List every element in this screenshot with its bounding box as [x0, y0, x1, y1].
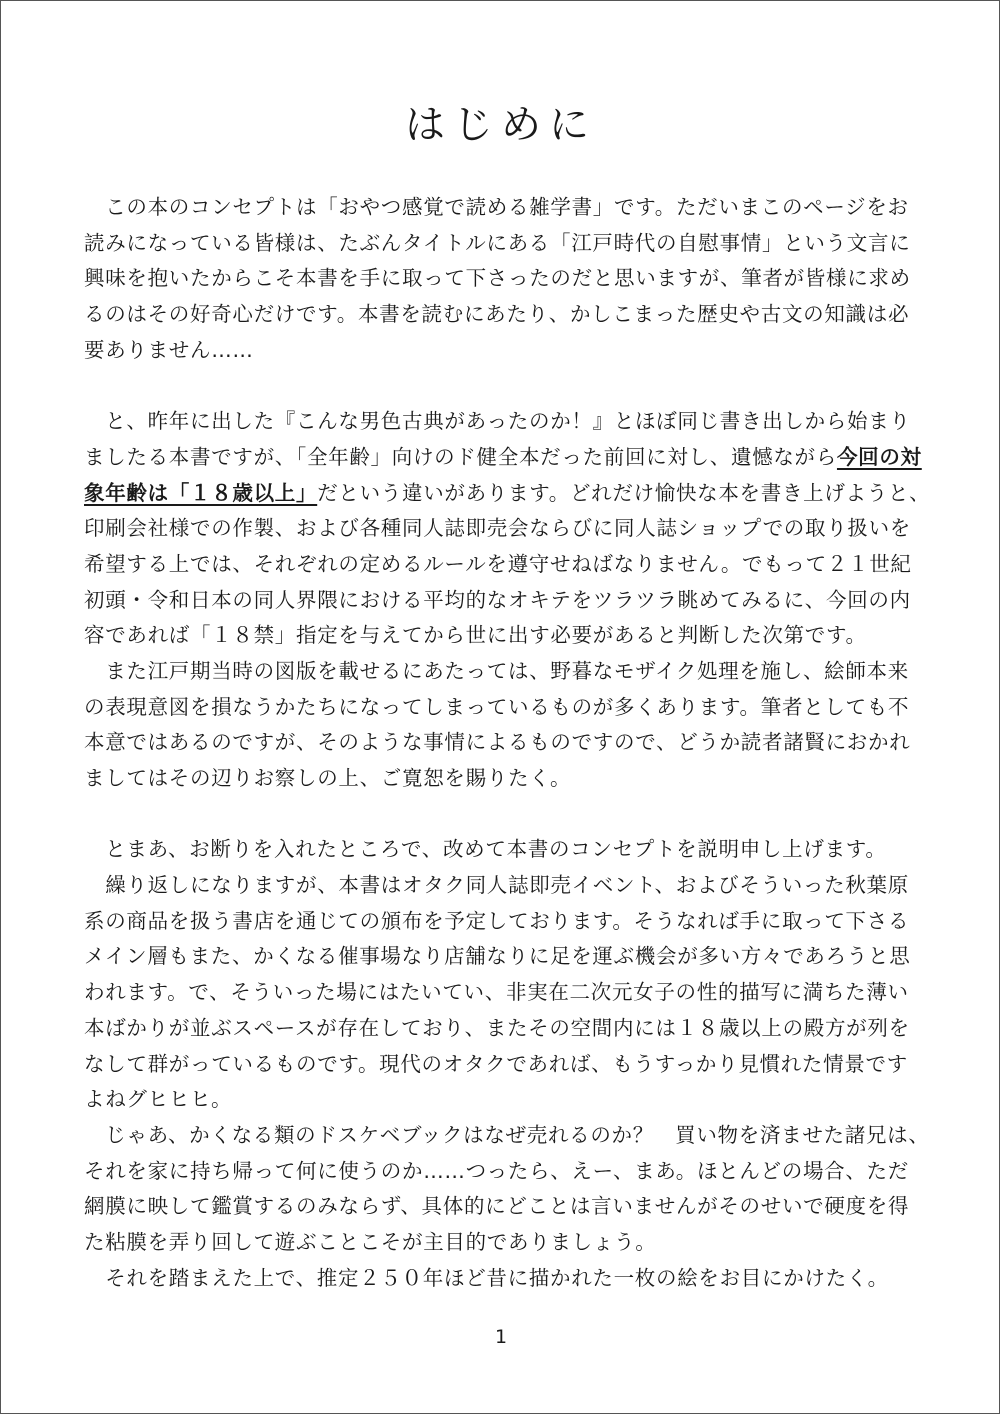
text-line: の表現意図を損なうかたちになってしまっているものが多くあります。筆者としても不: [84, 694, 910, 719]
text-line: [84, 440, 924, 476]
underlined-text: 象年齢は「１８歳以上」: [84, 480, 318, 505]
text-segment: だという違いがあります。どれだけ愉快な本を書き上げようと、: [317, 480, 931, 505]
text-line: 繰り返しになりますが、本書はオタク同人誌即売イベント、およびそういった秋葉原: [84, 873, 909, 898]
text-line: それを踏まえた上で、推定２５０年ほど昔に描かれた一枚の絵をお目にかけたく。: [84, 1265, 889, 1290]
text-line: 網膜に映して鑑賞するのみならず、具体的にどことは言いませんがそのせいで硬度を得: [84, 1194, 910, 1219]
text-segment: ましたる本書ですが、「全年齢」向けのド健全本だった前回に対し、遺憾ながら: [84, 444, 837, 469]
text-line: 初頭・令和日本の同人界隈における平均的なオキテをツラツラ眺めてみるに、今回の内: [84, 587, 911, 612]
text-line: 容であれば「１８禁」指定を与えてから世に出す必要があると判断した次第です。: [84, 623, 867, 648]
text-line: るのはその好奇心だけです。本書を読むにあたり、かしこまった歴史や古文の知識は必: [84, 302, 910, 327]
text-line: [84, 476, 931, 512]
page-number: 1: [494, 1326, 508, 1348]
text-line: 本意ではあるのですが、そのような事情によるものですので、どうか読者諸賢におかれ: [84, 730, 911, 755]
text-line: とまあ、お断りを入れたところで、改めて本書のコンセプトを説明申し上げます。: [84, 837, 887, 862]
text-line: じゃあ、かくなる類のドスケベブックはなぜ売れるのか？ 買い物を済ませた諸兄は、: [84, 1122, 930, 1147]
text-line: それを家に持ち帰って何に使うのか……つったら、えー、まあ。ほとんどの場合、ただ: [84, 1158, 909, 1183]
text-line: と、昨年に出した『こんな男色古典があったのか！』とほぼ同じ書き出しから始まり: [84, 409, 911, 434]
text-line: 系の商品を扱う書店を通じての頒布を予定しております。そうなれば手に取って下さる: [84, 908, 910, 933]
paragraph-gap: [84, 797, 924, 833]
text-line: よねグヒヒヒ。: [84, 1087, 233, 1112]
underlined-text: 今回の対: [836, 444, 922, 469]
text-line: この本のコンセプトは「おやつ感覚で読める雑学書」です。ただいまこのページをお: [84, 195, 909, 219]
text-line: また江戸期当時の図版を載せるにあたっては、野暮なモザイク処理を施し、絵師本来: [84, 658, 909, 683]
text-line: 読みになっている皆様は、たぶんタイトルにある「江戸時代の自慰事情」という文言に: [84, 230, 911, 255]
text-line: 要ありません……: [84, 337, 254, 362]
text-line: 興味を抱いたからこそ本書を手に取って下さったのだと思いますが、筆者が皆様に求め: [84, 266, 911, 291]
text-line: ましてはその辺りお察しの上、ご寛恕を賜りたく。: [84, 766, 572, 790]
body-text: [84, 190, 931, 1296]
text-line: なして群がっているものです。現代のオタクであれば、もうすっかり見慣れた情景です: [84, 1051, 908, 1076]
text-line: た粘膜を弄り回して遊ぶことこそが主目的でありましょう。: [84, 1229, 657, 1254]
paragraph-gap: [84, 368, 924, 404]
text-line: 印刷会社様での作製、および各種同人誌即売会ならびに同人誌ショップでの取り扱いを: [84, 516, 912, 541]
text-line: 希望する上では、それぞれの定めるルールを遵守せねばなりません。でもって２１世紀: [84, 551, 912, 576]
page-title: はじめに: [405, 102, 597, 148]
text-line: メイン層もまた、かくなる催事場なり店舗なりに足を運ぶ機会が多い方々であろうと思: [84, 944, 911, 969]
text-line: われます。で、そういった場にはたいてい、非実在二次元女子の性的描写に満ちた薄い: [84, 980, 909, 1005]
text-line: 本ばかりが並ぶスペースが存在しており、またその空間内には１８歳以上の殿方が列を: [84, 1015, 910, 1040]
